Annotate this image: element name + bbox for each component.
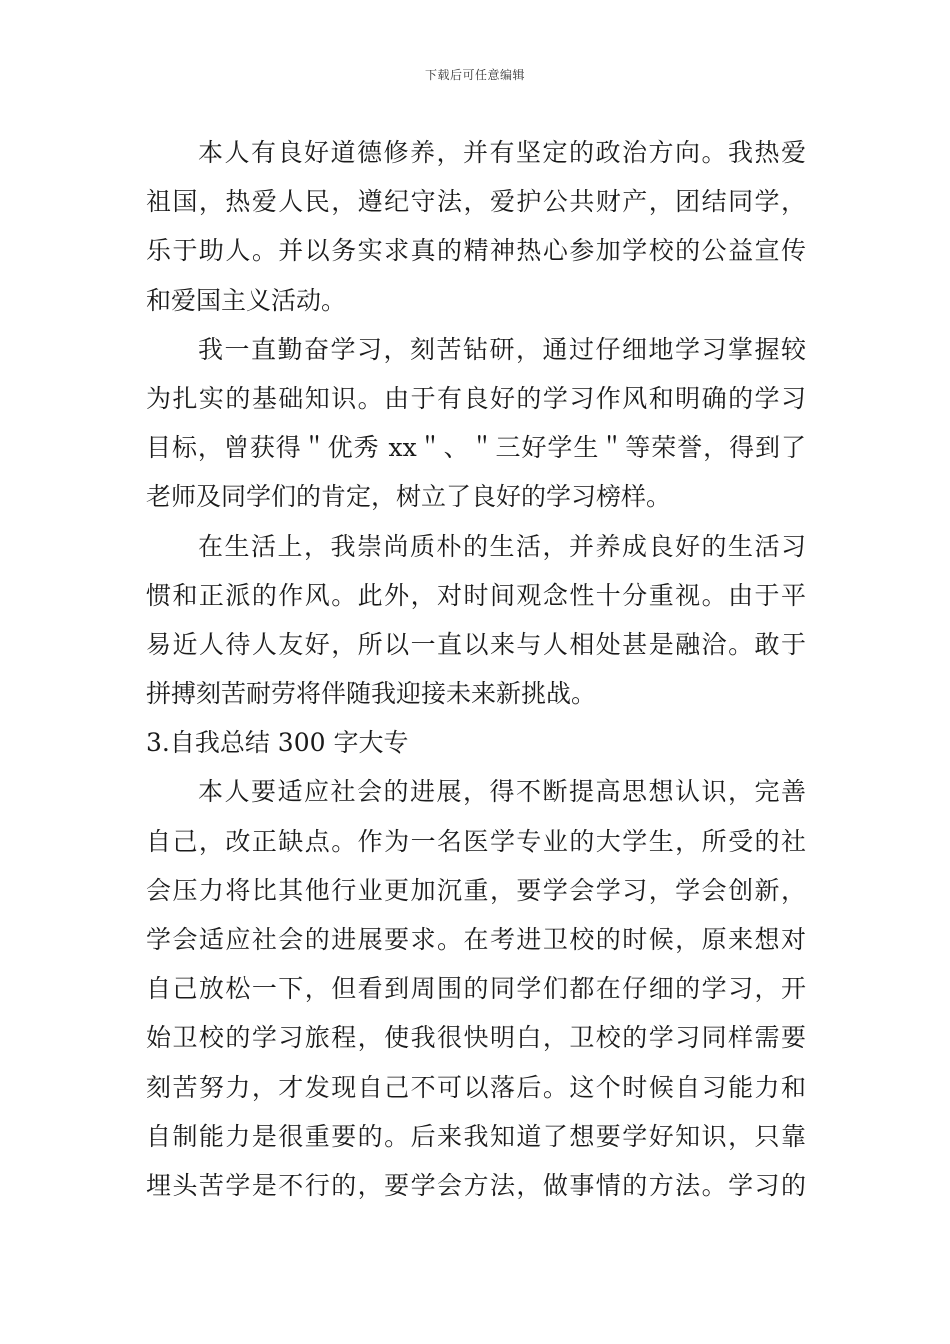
paragraph-summary — [146, 767, 806, 1210]
paragraph-line: 自制能力是很重要的。后来我知道了想要学好知识，只靠 — [146, 1121, 806, 1151]
document-body — [146, 128, 806, 1210]
paragraph-moral — [146, 128, 806, 325]
paragraph-line: 会压力将比其他行业更加沉重，要学会学习，学会创新， — [146, 875, 806, 905]
page-header: 下载后可任意编辑 — [424, 68, 525, 82]
paragraph-line: 本人要适应社会的进展，得不断提高思想认识，完善 — [198, 777, 806, 807]
section-heading: 3.自我总结 300 字大专 — [146, 728, 409, 758]
paragraph-life — [146, 522, 806, 719]
paragraph-line: 祖国，热爱人民，遵纪守法，爱护公共财产，团结同学， — [146, 187, 806, 217]
paragraph-line: 埋头苦学是不行的，要学会方法，做事情的方法。学习的 — [146, 1170, 806, 1200]
paragraph-line: 本人有良好道德修养，并有坚定的政治方向。我热爱 — [198, 138, 806, 167]
paragraph-line: 自己，改正缺点。作为一名医学专业的大学生，所受的社 — [146, 826, 806, 856]
paragraph-line: 刻苦努力，才发现自己不可以落后。这个时候自习能力和 — [146, 1072, 806, 1102]
paragraph-line: 自己放松一下，但看到周围的同学们都在仔细的学习，开 — [146, 974, 806, 1004]
paragraph-line: 惯和正派的作风。此外，对时间观念性十分重视。由于平 — [146, 580, 806, 610]
paragraph-line: 学会适应社会的进展要求。在考进卫校的时候，原来想对 — [146, 925, 806, 954]
paragraph-line: 为扎实的基础知识。由于有良好的学习作风和明确的学习 — [146, 383, 806, 413]
paragraph-line: 目标，曾获得＂优秀 xx＂、＂三好学生＂等荣誉，得到了 — [146, 433, 806, 463]
paragraph-line: 始卫校的学习旅程，使我很快明白，卫校的学习同样需要 — [146, 1023, 806, 1053]
paragraph-line: 拼搏刻苦耐劳将伴随我迎接未来新挑战。 — [146, 679, 597, 709]
paragraph-line: 乐于助人。并以务实求真的精神热心参加学校的公益宣传 — [146, 236, 806, 266]
paragraph-line: 老师及同学们的肯定，树立了良好的学习榜样。 — [146, 482, 672, 512]
paragraph-study — [146, 325, 806, 522]
paragraph-line: 在生活上，我崇尚质朴的生活，并养成良好的生活习 — [198, 531, 806, 561]
paragraph-line: 和爱国主义活动。 — [146, 285, 347, 315]
paragraph-line: 易近人待人友好，所以一直以来与人相处甚是融洽。敢于 — [146, 629, 806, 659]
paragraph-line: 我一直勤奋学习，刻苦钻研，通过仔细地学习掌握较 — [198, 334, 806, 364]
